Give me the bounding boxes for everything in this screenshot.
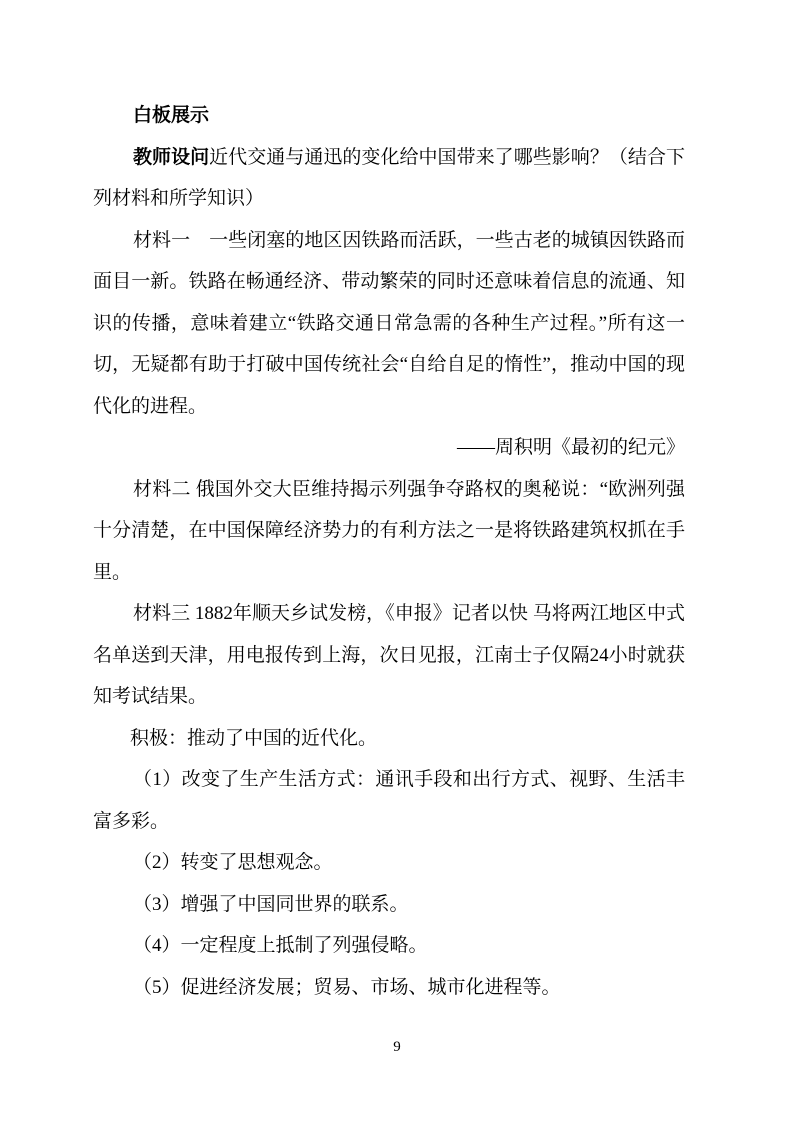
attribution-source: ——周积明《最初的纪元》 xyxy=(456,437,685,458)
paragraph-material-one: 材料一 一些闭塞的地区因铁路而活跃，一些古老的城镇因铁路而面目一新。铁路在畅通经济、带动繁荣的同时还意味着信息的流通、知识的传播，意味着建立“铁路交通日常急需的各种生产过程。”所有这一切，无疑都有助于打破中国传统社会“自给自足的惰性”，推动中国的现代化的进程。 xyxy=(93,229,685,417)
paragraph-material-three: 材料三 1882年顺天乡试发榜，《申报》记者以快 马将两江地区中式名单送到天津，用电报传到上海，次日见报，江南士子仅隔24小时就获知考试结果。 xyxy=(93,603,685,707)
paragraph-positive-effects: 积极：推动了中国的近代化。 xyxy=(130,727,378,749)
list-item-4: （4）一定程度上抵制了列强侵略。 xyxy=(133,935,428,956)
list-item-3: （3）增强了中国同世界的联系。 xyxy=(133,893,409,915)
list-item-5: （5）促进经济发展；贸易、市场、城市化进程等。 xyxy=(133,976,561,998)
paragraph-teacher-question: 教师设问近代交通与通迅的变化给中国带来了哪些影响？（结合下列材料和所学知识） xyxy=(93,146,685,209)
heading-bold-text: 白板展示 xyxy=(133,105,210,126)
teacher-question-label: 教师设问 xyxy=(133,146,210,168)
paragraph-material-two: 材料二 俄国外交大臣维持揭示列强争夺路权的奥秘说：“欧洲列强十分清楚，在中国保障经济势力的有利方法之一是将铁路建筑权抓在手里。 xyxy=(93,478,685,583)
list-item-2: （2）转变了思想观念。 xyxy=(133,852,333,873)
heading-whiteboard-display xyxy=(93,95,685,137)
document-body xyxy=(93,95,685,1008)
list-item-1: （1）改变了生产生活方式：通讯手段和出行方式、视野、生活丰富多彩。 xyxy=(93,769,685,832)
page-number: 9 xyxy=(393,1039,401,1055)
